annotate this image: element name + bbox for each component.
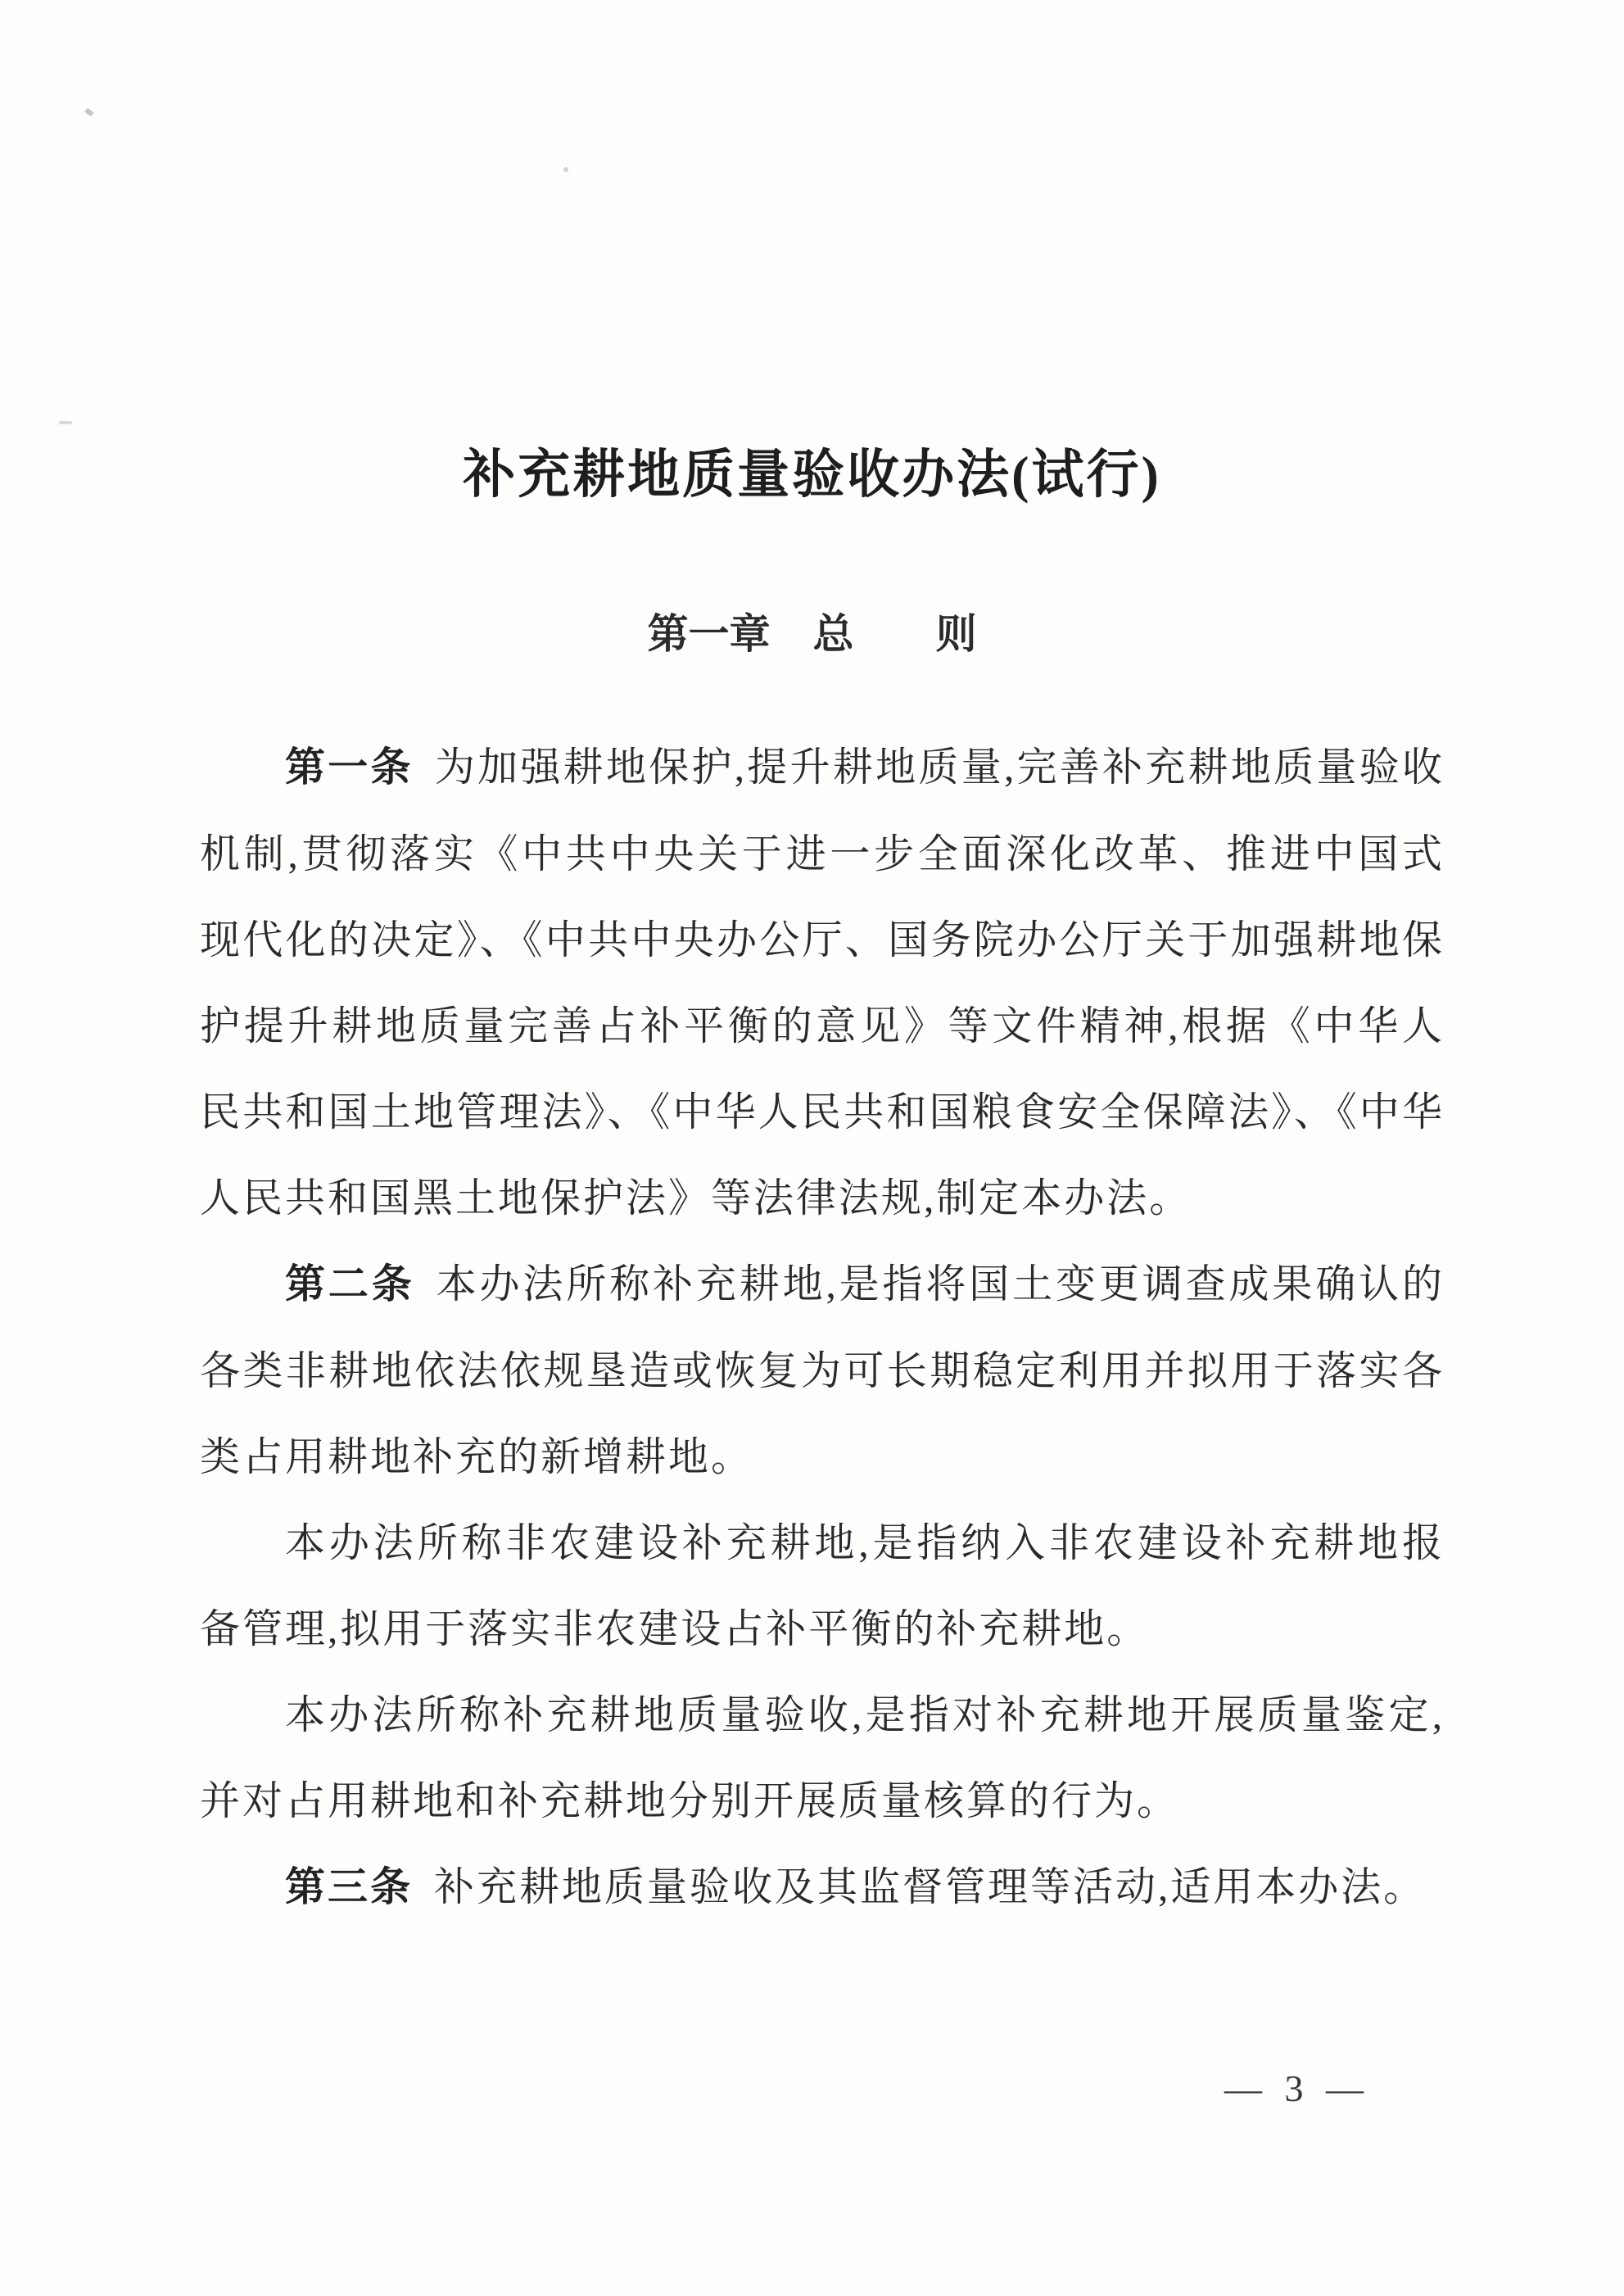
article-2-text: 本办法所称补充耕地,是指将国土变更调查成果确认的各类非耕地依法依规垦造或恢复为可长期稳定利用并拟用于落实各类占用耕地补充的新增耕地。 — [200, 1261, 1445, 1479]
article-3-text: 补充耕地质量验收及其监督管理等活动,适用本办法。 — [434, 1864, 1427, 1909]
scan-speck-icon — [84, 108, 94, 117]
paragraph-article-2-sub-1 — [200, 1500, 1445, 1672]
chapter-title: 总 则 — [812, 611, 977, 657]
scan-speck-icon — [59, 421, 72, 424]
article-2-sub-1-text: 本办法所称非农建设补充耕地,是指纳入非农建设补充耕地报备管理,拟用于落实非农建设占补平衡的补充耕地。 — [200, 1520, 1445, 1651]
page-number: — 3 — — [1224, 2067, 1370, 2109]
chapter-heading — [0, 608, 1624, 660]
scan-speck-icon — [563, 167, 568, 172]
article-1-text: 为加强耕地保护,提升耕地质量,完善补充耕地质量验收机制,贯彻落实《中共中央关于进一步全面深化改革、推进中国式现代化的决定》、《中共中央办公厅、国务院办公厅关于加强耕地保护提升耕地质量完善占补平衡的意见》等文件精神,根据《中华人民共和国土地管理法》、《中华人民共和国粮食安全保障法》、《中华人民共和国黑土地保护法》等法律法规,制定本办法。 — [200, 745, 1445, 1220]
article-2-sub-2-text: 本办法所称补充耕地质量验收,是指对补充耕地开展质量鉴定,并对占用耕地和补充耕地分别开展质量核算的行为。 — [200, 1692, 1445, 1823]
article-2-label: 第二条 — [285, 1262, 415, 1307]
chapter-number: 第一章 — [647, 611, 771, 657]
article-1-label: 第一条 — [285, 745, 414, 790]
paragraph-article-2-sub-2 — [200, 1672, 1445, 1844]
paragraph-article-3 — [200, 1844, 1445, 1931]
article-3-label: 第三条 — [285, 1865, 414, 1909]
paragraph-article-1 — [200, 724, 1445, 1241]
page-title: 补充耕地质量验收办法(试行) — [463, 446, 1161, 504]
document-body — [200, 724, 1445, 1931]
paragraph-article-2 — [200, 1241, 1445, 1500]
